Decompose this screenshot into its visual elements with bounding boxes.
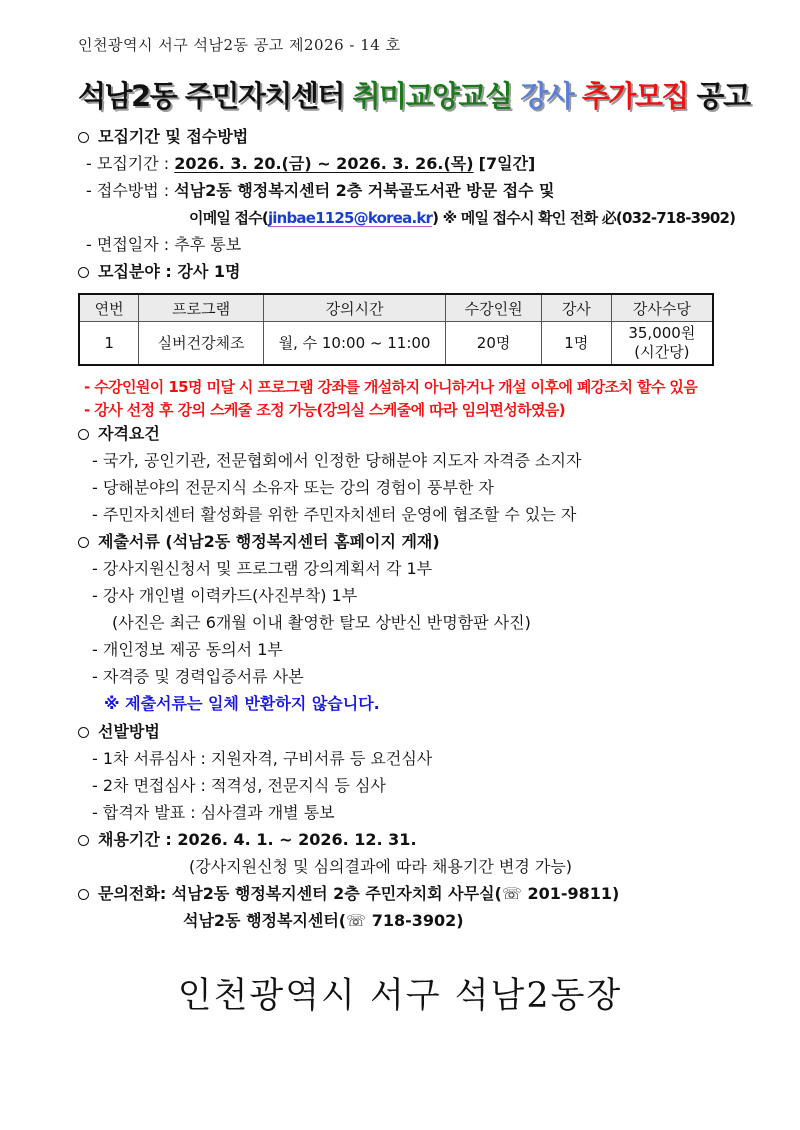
col-header-program: 프로그램 bbox=[139, 294, 264, 322]
recruitment-period: - 모집기간 : 2026. 3. 20.(금) ~ 2026. 3. 26.(목) [7일간] bbox=[86, 154, 536, 173]
qualification-item: - 주민자치센터 활성화를 위한 주민자치센터 운영에 협조할 수 있는 자 bbox=[92, 505, 577, 524]
section-documents-heading: 제출서류 (석남2동 행정복지센터 홈페이지 게재) bbox=[78, 532, 440, 552]
cell-instructor: 1명 bbox=[541, 322, 611, 366]
qualification-item: - 당해분야의 전문지식 소유자 또는 강의 경험이 풍부한 자 bbox=[92, 478, 494, 497]
circle-bullet-icon bbox=[78, 429, 89, 440]
section-field-heading: 모집분야 : 강사 1명 bbox=[78, 262, 240, 282]
selection-item: - 2차 면접심사 : 적격성, 전문지식 등 심사 bbox=[92, 776, 386, 795]
cell-capacity: 20명 bbox=[446, 322, 542, 366]
cell-no: 1 bbox=[79, 322, 139, 366]
document-item-note: (사진은 최근 6개월 이내 촬영한 탈모 상반신 반명함판 사진) bbox=[112, 613, 531, 632]
col-header-fee: 강사수당 bbox=[611, 294, 713, 322]
title-part-notice: 공고 bbox=[696, 79, 750, 113]
circle-bullet-icon bbox=[78, 132, 89, 143]
section-contact-heading: 문의전화: 석남2동 행정복지센터 2층 주민자치회 사무실(☏ 201-9811) bbox=[78, 884, 619, 904]
document-item: - 강사지원신청서 및 프로그램 강의계획서 각 1부 bbox=[92, 559, 433, 578]
section-selection-heading: 선발방법 bbox=[78, 722, 160, 742]
employment-note: (강사지원신청 및 심의결과에 따라 채용기간 변경 가능) bbox=[189, 857, 573, 876]
program-table bbox=[78, 293, 714, 366]
recruitment-method-email-line: 이메일 접수(jinbae1125@korea.kr) ※ 메일 접수시 확인 전화 必(032-718-3902) bbox=[189, 209, 736, 227]
title-part-additional: 추가모집 bbox=[581, 79, 688, 113]
title-part-center: 석남2동 주민자치센터 bbox=[78, 79, 353, 113]
col-header-no: 연번 bbox=[79, 294, 139, 322]
selection-item: - 합격자 발표 : 심사결과 개별 통보 bbox=[92, 803, 335, 822]
col-header-instructor: 강사 bbox=[541, 294, 611, 322]
title-part-class: 취미교양교실 bbox=[352, 79, 512, 113]
note-schedule: - 강사 선정 후 강의 스케줄 조정 가능(강의실 스케줄에 따라 임의편성하였음) bbox=[84, 401, 566, 419]
recruitment-method: - 접수방법 : 석남2동 행정복지센터 2층 거북골도서관 방문 접수 및 bbox=[86, 181, 555, 200]
period-value: 2026. 3. 20.(금) ~ 2026. 3. 26.(목) bbox=[174, 154, 474, 173]
documents-warning: ※ 제출서류는 일체 반환하지 않습니다. bbox=[104, 694, 380, 713]
note-cancellation: - 수강인원이 15명 미달 시 프로그램 강좌를 개설하지 아니하거나 개설 이후에 폐강조치 할수 있음 bbox=[84, 378, 698, 396]
document-item: - 강사 개인별 이력카드(사진부착) 1부 bbox=[92, 586, 358, 605]
email-link[interactable]: jinbae1125@korea.kr bbox=[267, 209, 433, 227]
title-part-instructor: 강사 bbox=[520, 79, 574, 113]
circle-bullet-icon bbox=[78, 537, 89, 548]
circle-bullet-icon bbox=[78, 727, 89, 738]
col-header-time: 강의시간 bbox=[263, 294, 445, 322]
contact-line2: 석남2동 행정복지센터(☏ 718-3902) bbox=[183, 911, 464, 930]
circle-bullet-icon bbox=[78, 835, 89, 846]
qualification-item: - 국가, 공인기관, 전문협회에서 인정한 당해분야 지도자 자격증 소지자 bbox=[92, 451, 582, 470]
section-recruitment-heading: 모집기간 및 접수방법 bbox=[78, 127, 248, 147]
cell-time: 월, 수 10:00 ~ 11:00 bbox=[263, 322, 445, 366]
circle-bullet-icon bbox=[78, 889, 89, 900]
notice-number: 인천광역시 서구 석남2동 공고 제2026 - 14 호 bbox=[78, 36, 401, 54]
cell-program: 실버건강체조 bbox=[139, 322, 264, 366]
section-employment-heading: 채용기간 : 2026. 4. 1. ~ 2026. 12. 31. bbox=[78, 830, 417, 850]
document-item: - 개인정보 제공 동의서 1부 bbox=[92, 640, 283, 659]
circle-bullet-icon bbox=[78, 267, 89, 278]
table-header-row bbox=[79, 294, 713, 322]
document-item: - 자격증 및 경력입증서류 사본 bbox=[92, 667, 304, 686]
section-qualifications-heading: 자격요건 bbox=[78, 424, 160, 444]
selection-item: - 1차 서류심사 : 지원자격, 구비서류 등 요건심사 bbox=[92, 749, 433, 768]
issuer-signature: 인천광역시 서구 석남2동장 bbox=[177, 976, 623, 1016]
cell-fee: 35,000원 (시간당) bbox=[611, 322, 713, 366]
interview-date: - 면접일자 : 추후 통보 bbox=[86, 235, 242, 254]
page-title bbox=[78, 74, 750, 115]
col-header-capacity: 수강인원 bbox=[446, 294, 542, 322]
table-row bbox=[79, 322, 713, 366]
period-days: [7일간] bbox=[478, 154, 536, 173]
